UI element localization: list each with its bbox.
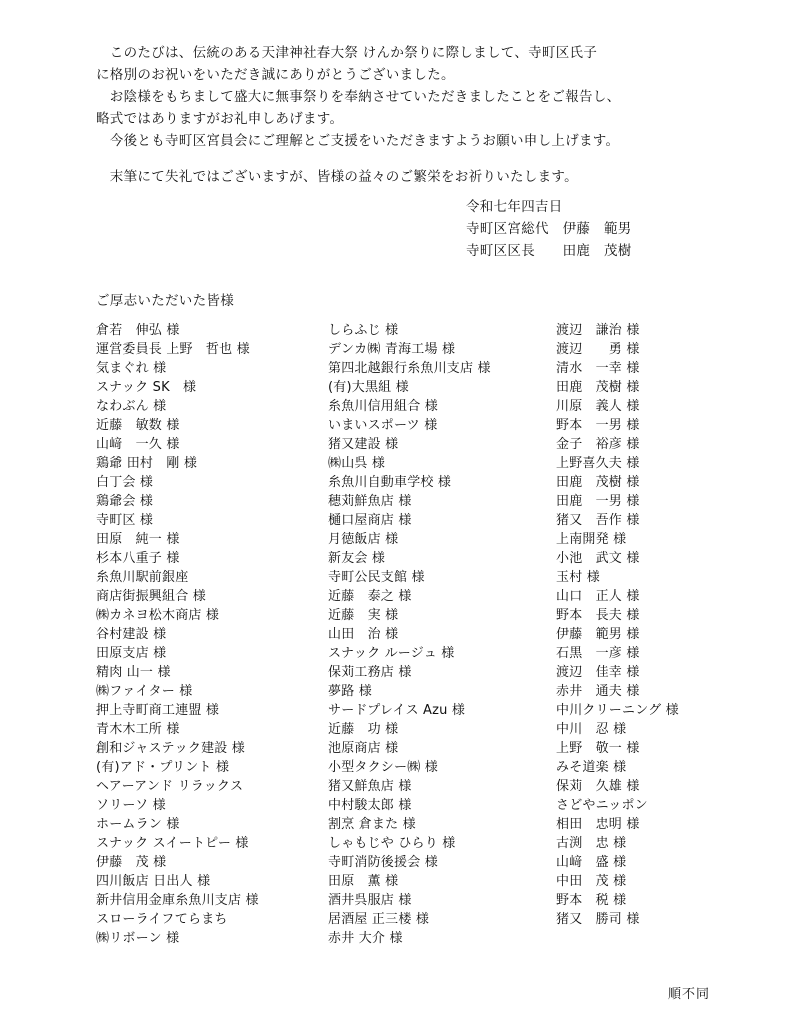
- donor-name: スナック SK 様: [96, 380, 197, 395]
- donor-name: 山田 治 様: [328, 627, 399, 642]
- donor-name: 居酒屋 正三楼 様: [328, 912, 430, 927]
- donor-name: 田原 薫 様: [328, 874, 399, 889]
- donor-name: 保苅工務店 様: [328, 665, 412, 680]
- donor-name: 上野 敬一 様: [556, 741, 640, 756]
- donor-name: 猪又 勝司 様: [556, 912, 640, 927]
- donor-name: 近藤 功 様: [328, 722, 399, 737]
- donor-name: サードプレイス Azu 様: [328, 703, 466, 718]
- donor-name: ㈱山呉 様: [328, 456, 386, 471]
- donor-name: 伊藤 茂 様: [96, 855, 167, 870]
- donor-name: しゃもじや ひらり 様: [328, 836, 456, 851]
- donor-name: 樋口屋商店 様: [328, 513, 412, 528]
- donor-name: 山口 正人 様: [556, 589, 640, 604]
- donor-name: 新友会 様: [328, 551, 386, 566]
- donor-name: 寺町公民支館 様: [328, 570, 425, 585]
- donor-name: 田原 純一 様: [96, 532, 180, 547]
- donor-name: ㈱カネヨ松木商店 様: [96, 608, 220, 623]
- donor-name: 創和ジャステック建設 様: [96, 741, 246, 756]
- donor-name: しらふじ 様: [328, 323, 399, 338]
- donor-column-2: [328, 321, 550, 948]
- letter-line: 今後とも寺町区宮員会にご理解とご支援をいただきますようお願い申し上げます。: [96, 133, 620, 149]
- donor-name: 杉本八重子 様: [96, 551, 180, 566]
- donor-name: スローライフてらまち: [96, 912, 228, 927]
- signature-block: [466, 196, 632, 262]
- donor-name: 金子 裕彦 様: [556, 437, 640, 452]
- donor-name: ㈱ファイター 様: [96, 684, 193, 699]
- donor-name: (有)大黒組 様: [328, 380, 409, 395]
- donor-name: 小型タクシー㈱ 様: [328, 760, 438, 775]
- donor-name: 渡辺 佳幸 様: [556, 665, 640, 680]
- donor-name: 渡辺 謙治 様: [556, 323, 640, 338]
- donor-name: なわぶん 様: [96, 399, 167, 414]
- letter-line: に格別のお祝いをいただき誠にありがとうございました。: [96, 67, 455, 83]
- donor-name: 運営委員長 上野 哲也 様: [96, 342, 250, 357]
- donor-name: 商店街振興組合 様: [96, 589, 206, 604]
- donor-name: さどやニッポン: [556, 798, 648, 813]
- donor-list-heading: ご厚志いただいた皆様: [96, 293, 234, 309]
- donor-name: 穂苅鮮魚店 様: [328, 494, 412, 509]
- thank-you-letter: [96, 42, 736, 188]
- signature-date: 令和七年四吉日: [466, 199, 563, 215]
- donor-name: 押上寺町商工連盟 様: [96, 703, 220, 718]
- donor-name: 野本 税 様: [556, 893, 627, 908]
- donor-name: 糸魚川駅前銀座: [96, 570, 189, 585]
- donor-name: 中田 茂 様: [556, 874, 627, 889]
- donor-name: 田鹿 茂樹 様: [556, 380, 640, 395]
- donor-name: 上野喜久夫 様: [556, 456, 640, 471]
- donor-name: 中川 忍 様: [556, 722, 627, 737]
- donor-name: 小池 武文 様: [556, 551, 640, 566]
- donor-name: スナック ルージュ 様: [328, 646, 455, 661]
- donor-name: 野本 長夫 様: [556, 608, 640, 623]
- order-note: 順不同: [668, 987, 711, 1002]
- donor-name: 古渕 忠 様: [556, 836, 627, 851]
- donor-name: 近藤 敏数 様: [96, 418, 180, 433]
- donor-name: 猪又鮮魚店 様: [328, 779, 412, 794]
- donor-name: 月徳飯店 様: [328, 532, 399, 547]
- donor-name: 糸魚川信用組合 様: [328, 399, 438, 414]
- spacer: [96, 152, 736, 166]
- donor-name: 池原商店 様: [328, 741, 399, 756]
- donor-name: 割烹 倉また 様: [328, 817, 416, 832]
- donor-name: 鶏爺会 様: [96, 494, 154, 509]
- donor-name: (有)アド・プリント 様: [96, 760, 230, 775]
- donor-name: 石黒 一彦 様: [556, 646, 640, 661]
- donor-name: ヘアーアンド リラックス: [96, 779, 244, 794]
- donor-name: 田原支店 様: [96, 646, 167, 661]
- donor-name: 寺町消防後援会 様: [328, 855, 438, 870]
- donor-name: 寺町区 様: [96, 513, 154, 528]
- donor-name: 精肉 山一 様: [96, 665, 171, 680]
- donor-name: いまいスポーツ 様: [328, 418, 438, 433]
- letter-line: 略式ではありますがお礼申しあげます。: [96, 111, 344, 127]
- donor-name: 鶏爺 田村 剛 様: [96, 456, 198, 471]
- donor-name: 渡辺 勇 様: [556, 342, 640, 357]
- donor-name: 酒井呉服店 様: [328, 893, 412, 908]
- donor-name: 谷村建設 様: [96, 627, 167, 642]
- donor-name: 気まぐれ 様: [96, 361, 167, 376]
- donor-name: 田鹿 一男 様: [556, 494, 640, 509]
- donor-name: 近藤 泰之 様: [328, 589, 412, 604]
- donor-name: 相田 忠明 様: [556, 817, 640, 832]
- donor-name: 近藤 実 様: [328, 608, 399, 623]
- donor-name: 四川飯店 日出人 様: [96, 874, 211, 889]
- donor-name: 田鹿 茂樹 様: [556, 475, 640, 490]
- donor-name: 第四北越銀行糸魚川支店 様: [328, 361, 491, 376]
- donor-column-3: [556, 321, 756, 929]
- letter-closing: 末筆にて失礼ではございますが、皆様の益々のご繁栄をお祈りいたします。: [96, 169, 578, 185]
- signature-line: 寺町区宮総代 伊藤 範男: [466, 221, 632, 237]
- donor-name: 上南開発 様: [556, 532, 627, 547]
- donor-name: 青木木工所 様: [96, 722, 180, 737]
- donor-name: ソリーソ 様: [96, 798, 166, 813]
- donor-name: 中村駿太郎 様: [328, 798, 412, 813]
- donor-name: みそ道楽 様: [556, 760, 627, 775]
- donor-name: 猪又建設 様: [328, 437, 399, 452]
- donor-name: 倉若 伸弘 様: [96, 323, 180, 338]
- letter-line: このたびは、伝統のある天津神社春大祭 けんか祭りに際しまして、寺町区氏子: [96, 45, 598, 61]
- donor-name: 山﨑 一久 様: [96, 437, 180, 452]
- donor-name: 保苅 久雄 様: [556, 779, 640, 794]
- donor-name: 白丁会 様: [96, 475, 154, 490]
- donor-name: 伊藤 範男 様: [556, 627, 640, 642]
- signature-line: 寺町区区長 田鹿 茂樹: [466, 243, 632, 259]
- donor-name: デンカ㈱ 青海工場 様: [328, 342, 456, 357]
- donor-name: 夢路 様: [328, 684, 372, 699]
- donor-name: 赤井 通夫 様: [556, 684, 640, 699]
- donor-name: ㈱リボーン 様: [96, 931, 180, 946]
- donor-name: 川原 義人 様: [556, 399, 640, 414]
- donor-name: 山﨑 盛 様: [556, 855, 627, 870]
- donor-name: 野本 一男 様: [556, 418, 640, 433]
- donor-name: ホームラン 様: [96, 817, 180, 832]
- donor-name: スナック スイートピー 様: [96, 836, 249, 851]
- letter-line: お陰様をもちまして盛大に無事祭りを奉納させていただきましたことをご報告し、: [96, 89, 621, 105]
- donor-name: 赤井 大介 様: [328, 931, 403, 946]
- donor-name: 新井信用金庫糸魚川支店 様: [96, 893, 259, 908]
- donor-name: 猪又 吾作 様: [556, 513, 640, 528]
- donor-name: 玉村 様: [556, 570, 600, 585]
- donor-name: 中川クリーニング 様: [556, 703, 679, 718]
- donor-column-1: [96, 321, 316, 948]
- donor-name: 糸魚川自動車学校 様: [328, 475, 452, 490]
- donor-name: 清水 一幸 様: [556, 361, 640, 376]
